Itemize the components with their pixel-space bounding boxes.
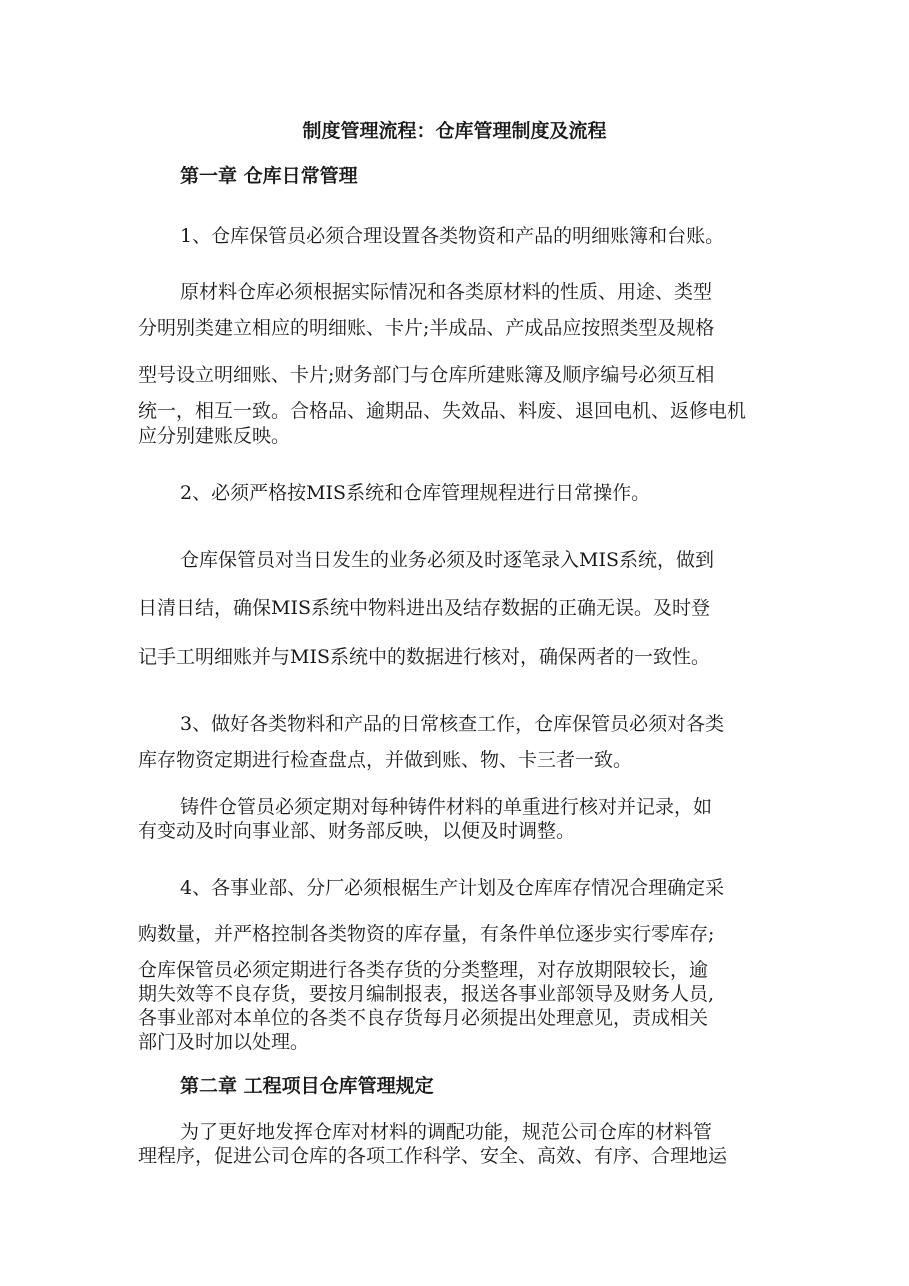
paragraph-line: 1、仓库保管员必须合理设置各类物资和产品的明细账簿和台账。 (180, 225, 725, 247)
paragraph-line: 为了更好地发挥仓库对材料的调配功能，规范公司仓库的材料管 (180, 1121, 713, 1143)
paragraph-line: 仓库保管员必须定期进行各类存货的分类整理，对存放期限较长，逾 (138, 959, 709, 981)
document-title: 制度管理流程：仓库管理制度及流程 (302, 120, 607, 142)
paragraph-line: 应分别建账反映。 (138, 425, 291, 447)
paragraph-line: 2、必须严格按MIS系统和仓库管理规程进行日常操作。 (180, 482, 651, 504)
chapter-heading: 第二章 工程项目仓库管理规定 (180, 1075, 434, 1097)
paragraph-line: 有变动及时向事业部、财务部反映，以便及时调整。 (138, 820, 576, 842)
paragraph-line: 购数量，并严格控制各类物资的库存量，有条件单位逐步实行零库存; (138, 923, 715, 945)
paragraph-line: 理程序，促进公司仓库的各项工作科学、安全、高效、有序、合理地运 (138, 1145, 728, 1167)
paragraph-line: 仓库保管员对当日发生的业务必须及时逐笔录入MIS系统，做到 (180, 549, 714, 571)
paragraph-line: 3、做好各类物料和产品的日常核查工作，仓库保管员必须对各类 (180, 713, 725, 735)
paragraph-line: 部门及时加以处理。 (138, 1031, 310, 1053)
paragraph-line: 期失效等不良存货，要按月编制报表，报送各事业部领导及财务人员, (138, 983, 715, 1005)
paragraph-line: 统一，相互一致。合格品、逾期品、失效品、料废、退回电机、返修电机 (138, 400, 747, 422)
chapter-heading: 第一章 仓库日常管理 (180, 165, 358, 187)
paragraph-line: 库存物资定期进行检查盘点，并做到账、物、卡三者一致。 (138, 749, 633, 771)
paragraph-line: 日清日结，确保MIS系统中物料进出及结存数据的正确无误。及时登 (138, 597, 710, 619)
paragraph-line: 原材料仓库必须根据实际情况和各类原材料的性质、用途、类型 (180, 281, 713, 303)
paragraph-line: 型号设立明细账、卡片;财务部门与仓库所建账簿及顺序编号必须互相 (138, 364, 715, 386)
paragraph-line: 分明别类建立相应的明细账、卡片;半成品、产成品应按照类型及规格 (138, 317, 715, 339)
paragraph-line: 铸件仓管员必须定期对每种铸件材料的单重进行核对并记录，如 (180, 796, 713, 818)
paragraph-line: 记手工明细账并与MIS系统中的数据进行核对，确保两者的一致性。 (138, 646, 710, 668)
paragraph-line: 4、各事业部、分厂必须根椐生产计划及仓库库存情况合理确定采 (180, 877, 725, 899)
paragraph-line: 各事业部对本单位的各类不良存货每月必须提出处理意见，责成相关 (138, 1007, 709, 1029)
